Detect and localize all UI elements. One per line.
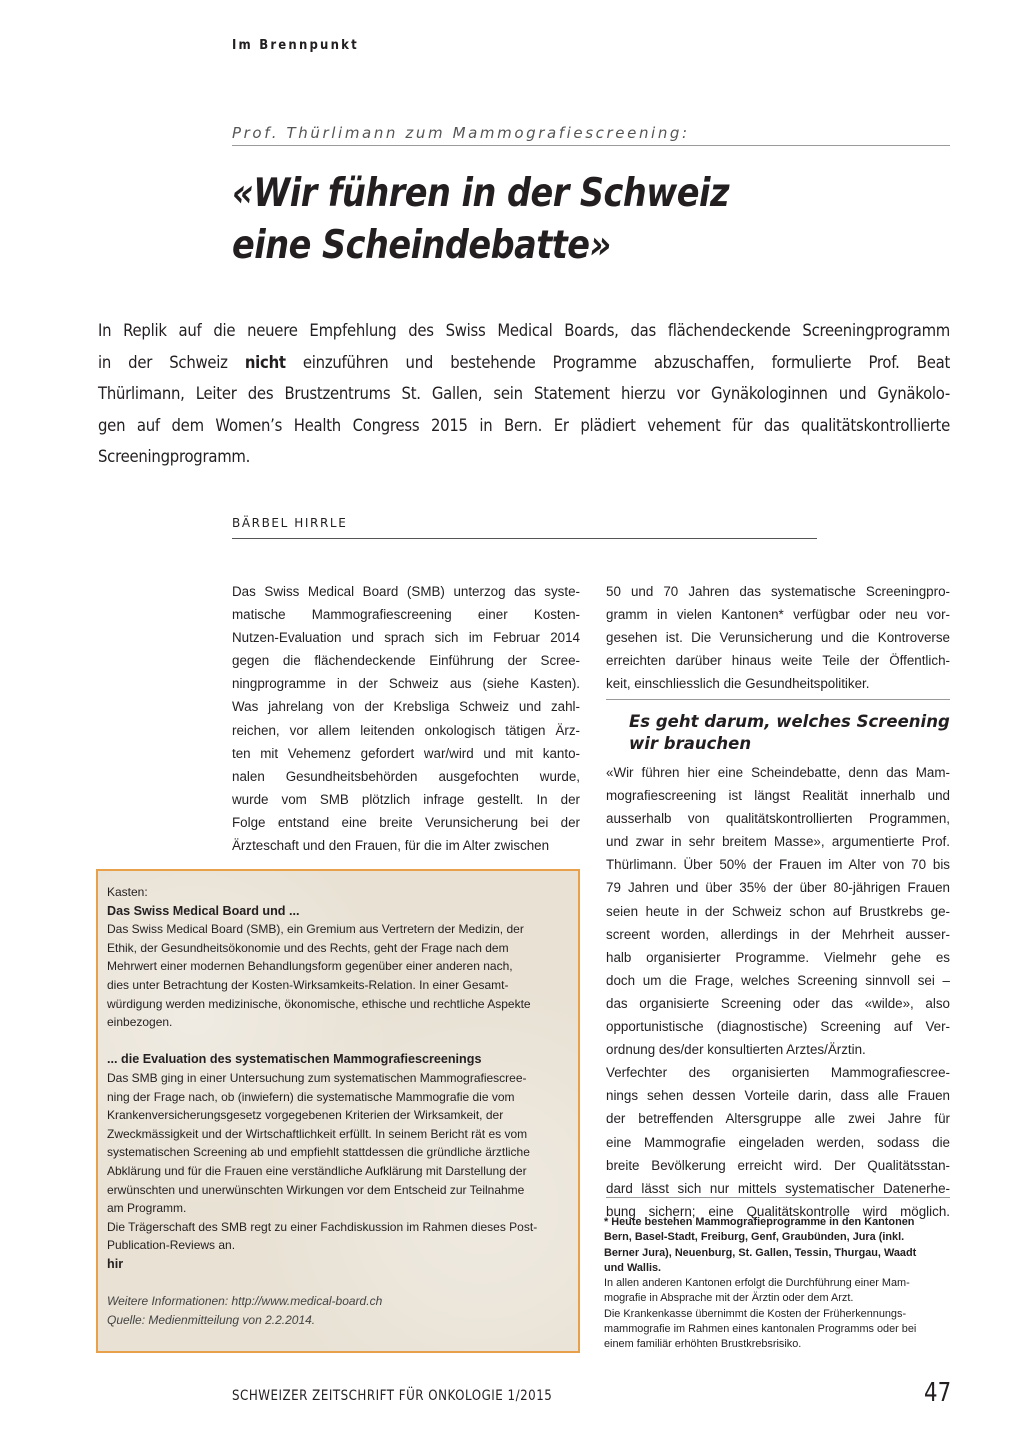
info-box-more-info: Weitere Informationen: http://www.medical-board.ch [107, 1294, 383, 1309]
body-line: keit, einschliesslich die Gesundheitspolitiker. [606, 676, 870, 692]
footnote-divider [606, 1197, 950, 1198]
lead-emphasis: nicht [244, 352, 286, 373]
info-box-heading: ... die Evaluation des systematischen Mammografiescreenings [107, 1052, 482, 1067]
lead-line-5: Screeningprogramm. [98, 447, 251, 467]
body-line: Verfechter des organisierten Mammografiescree- [606, 1065, 950, 1081]
body-line: Das Swiss Medical Board (SMB) unterzog das syste- [232, 584, 580, 599]
footnote-line: mografie in Absprache mit der Ärztin oder dem Arzt. [604, 1292, 854, 1305]
info-box-line: Krankenversicherungsgesetz vorgegebenen Kriterien der Wirksamkeit, der [107, 1108, 504, 1123]
body-line: Nutzen-Evaluation und sprach sich im Februar 2014 [232, 630, 580, 646]
info-box-line: Das SMB ging in einer Untersuchung zum systematischen Mammografiescree- [107, 1070, 527, 1085]
body-line: eine Mammografie eingeladen werden, sodass die [606, 1134, 950, 1150]
body-line: matische Mammografiescreening einer Kosten- [232, 607, 580, 623]
info-box-line: würdigung werden medizinische, ökonomische, ethische und rechtliche Aspekte [107, 996, 531, 1011]
subheading [629, 711, 950, 755]
headline-line-1: «Wir führen in der Schweiz [232, 171, 729, 216]
lead-line-2-start: in der Schweiz [98, 352, 245, 373]
info-box-line: ning der Frage nach, ob (inwiefern) die systematische Mammografie die vom [107, 1089, 515, 1104]
body-line: gramm in vielen Kantonen* verfügbar oder neu vor- [606, 607, 950, 623]
info-box-signature: hir [107, 1256, 124, 1271]
body-line: ten mit Vehemenz gefordert war/wird und mit kanto- [232, 745, 580, 761]
lead-line-3: Thürlimann, Leiter des Brustzentrums St. Gallen, sein Statement hierzu vor Gynäkologinnen und Gynäkolo- [98, 384, 951, 404]
body-line: gegen die flächendeckende Einführung der Scree- [232, 653, 580, 669]
body-line: Thürlimann. Über 50% der Frauen im Alter von 70 bis [606, 857, 950, 873]
body-column-right [606, 761, 950, 1223]
lead-line-1: In Replik auf die neuere Empfehlung des Swiss Medical Boards, das flächendeckende Screeningprogramm [98, 321, 951, 341]
kicker-divider [232, 145, 950, 146]
body-line: Ärzteschaft und den Frauen, für die im Alter zwischen [232, 838, 550, 854]
author-divider [232, 538, 817, 539]
column-divider [606, 699, 950, 700]
body-line: und zwar in sehr breitem Masse», argumentierte Prof. [606, 834, 950, 850]
info-box-line: systematischen Screening ab und empfiehlt stattdessen die gründliche ärztliche [107, 1145, 530, 1160]
footnote-line: In allen anderen Kantonen erfolgt die Durchführung einer Mam- [604, 1277, 910, 1290]
lead-line-2-end: einzuführen und bestehende Programme abzuschaffen, formulierte Prof. Beat [285, 352, 951, 373]
body-line: ausserhalb von qualitätskontrollierten Programmen, [606, 811, 950, 827]
info-box-line: Ethik, der Gesundheitsökonomie und des Rechts, geht der Frage nach dem [107, 940, 509, 955]
footnote [604, 1215, 952, 1353]
info-box-spacer [107, 1273, 569, 1292]
section-label: Im Brennpunkt [232, 38, 359, 53]
body-line: opportunistische (diagnostische) Screening auf Ver- [606, 1019, 950, 1035]
footnote-line: und Wallis. [604, 1261, 662, 1274]
info-box-line: am Programm. [107, 1201, 187, 1216]
body-line: screent worden, allerdings in der Mehrheit ausser- [606, 926, 950, 942]
info-box-label: Kasten: [107, 885, 148, 899]
body-line: breite Bevölkerung erreicht wird. Der Qualitätsstan- [606, 1157, 950, 1173]
body-line: 79 Jahren und über 35% der über 80-jährigen Frauen [606, 880, 950, 896]
info-box-line: Mehrwert einer modernen Behandlungsform gegenüber einer anderen nach, [107, 959, 513, 974]
info-box-line: Abklärung und für die Frauen eine verständliche Aufklärung mit Darstellung der [107, 1163, 527, 1178]
info-box [96, 869, 580, 1353]
lead-line-4: gen auf dem Women’s Health Congress 2015 in Bern. Er plädiert vehement für das qualitätskontrollierte [98, 415, 951, 436]
info-box-line: Die Trägerschaft des SMB regt zu einer Fachdiskussion im Rahmen dieses Post- [107, 1219, 538, 1234]
info-box-source: Quelle: Medienmitteilung von 2.2.2014. [107, 1312, 316, 1327]
body-column-right-top [606, 580, 950, 695]
info-box-heading: Das Swiss Medical Board und ... [107, 903, 300, 918]
info-box-line: Das Swiss Medical Board (SMB), ein Gremium aus Vertretern der Medizin, der [107, 922, 524, 937]
body-line: erreichten darüber hinaus weite Teile der Öffentlich- [606, 653, 950, 669]
headline [232, 168, 849, 272]
info-box-line: Publication-Reviews an. [107, 1238, 236, 1253]
body-line: ordnung des/der konsultierten Arztes/Ärztin. [606, 1042, 866, 1058]
footnote-line: einem familiär erhöhten Brustkrebsrisiko. [604, 1338, 802, 1351]
info-box-content [107, 883, 569, 1329]
body-line: «Wir führen hier eine Scheindebatte, denn das Mam- [606, 765, 950, 780]
body-line: der betreffenden Altersgruppe alle zwei Jahre für [606, 1111, 950, 1127]
lead-paragraph [98, 316, 950, 474]
body-line: halb organisierter Programme. Vielmehr gehe es [606, 949, 950, 965]
info-box-line: einbezogen. [107, 1015, 173, 1030]
body-line: dard lässt sich nur mittels systematischer Datenerhe- [606, 1180, 950, 1196]
body-line: Was jahrelang von der Krebsliga Schweiz und zahl- [232, 699, 580, 715]
body-line: gesehen ist. Die Verunsicherung und die Kontroverse [606, 630, 950, 646]
body-column-left [232, 580, 580, 857]
subheading-line-1: Es geht darum, welches Screening [629, 712, 950, 731]
footnote-line: mammografie im Rahmen eines kantonalen Programms oder bei [604, 1323, 917, 1336]
lead-line-2 [98, 348, 950, 380]
page-number: 47 [924, 1378, 952, 1408]
body-line: wurde vom SMB plötzlich infrage gestellt. In der [232, 791, 580, 807]
footnote-line: Die Krankenkasse übernimmt die Kosten der Früherkennungs- [604, 1307, 907, 1320]
footnote-line: Berner Jura), Neuenburg, St. Gallen, Tessin, Thurgau, Waadt [604, 1246, 917, 1259]
body-line: das organisierte Screening oder das «wilde», also [606, 995, 950, 1011]
headline-line-2: eine Scheindebatte» [232, 223, 611, 268]
author-byline: BÄRBEL HIRRLE [232, 516, 348, 530]
info-box-line: erwünschten und unerwünschten Wirkungen vor dem Entscheid zur Teilnahme [107, 1182, 525, 1197]
body-line: mografiescreening ist längst Realität innerhalb und [606, 788, 950, 804]
body-line: seien heute in der Schweiz schon auf Brustkrebs ge- [606, 903, 950, 919]
footnote-line: Bern, Basel-Stadt, Freiburg, Genf, Graubünden, Jura (inkl. [604, 1231, 905, 1244]
footnote-line: * Heute bestehen Mammografieprogramme in den Kantonen [604, 1216, 915, 1228]
body-line: 50 und 70 Jahren das systematische Screeningpro- [606, 584, 950, 599]
info-box-spacer [107, 1032, 569, 1051]
kicker: Prof. Thürlimann zum Mammografiescreening: [232, 124, 690, 142]
body-line: Folge entstand eine breite Verunsicherung bei der [232, 814, 580, 830]
info-box-line: Zweckmässigkeit und der Wirtschaftlichkeit erfüllt. In seinem Bericht rät es vom [107, 1126, 528, 1141]
subheading-line-2: wir brauchen [629, 734, 752, 753]
info-box-line: dies unter Betrachtung der Kosten-Wirksamkeits-Relation. In einer Gesamt- [107, 977, 509, 992]
body-line: bung sichern; eine Qualitätskontrolle wird möglich. [606, 1203, 950, 1219]
body-line: doch um die Frage, welches Screening sinnvoll sei – [606, 972, 950, 988]
body-line: reichen, vor allem leitenden onkologisch tätigen Ärz- [232, 722, 580, 738]
body-line: ningprogramme in der Schweiz aus (siehe Kasten). [232, 676, 580, 692]
body-line: nalen Gesundheitsbehörden ausgefochten wurde, [232, 768, 580, 784]
body-line: nings sehen dessen Vorteile darin, dass alle Frauen [606, 1088, 950, 1104]
journal-footer: SCHWEIZER ZEITSCHRIFT FÜR ONKOLOGIE 1/2015 [232, 1388, 553, 1404]
